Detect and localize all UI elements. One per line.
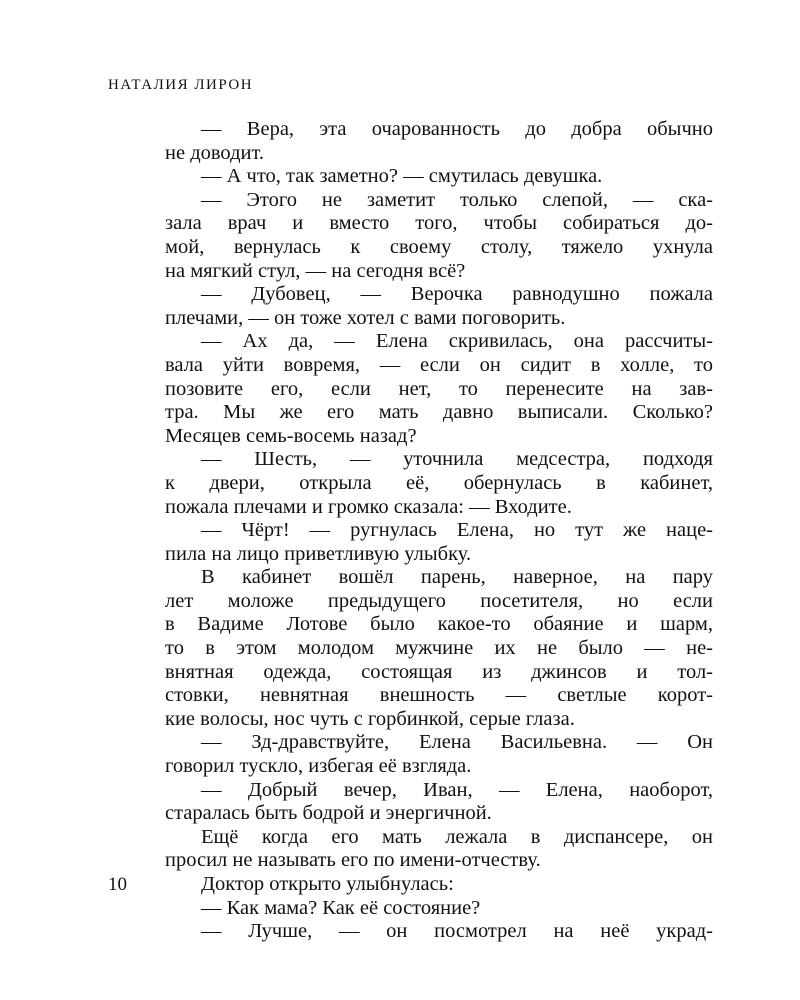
text-line: пожала плечами и громко сказала: — Входите.	[165, 495, 572, 518]
text-line: внятная одежда, состоящая из джинсов и тол-	[165, 660, 713, 683]
text-line: — Дубовец, — Верочка равнодушно пожала	[201, 283, 713, 306]
text-line: Доктор открыто улыбнулась:	[201, 873, 454, 895]
text-line: — Чёрт! — ругнулась Елена, но тут же наце-	[201, 519, 713, 542]
text-line: В кабинет вошёл парень, наверное, на пару	[201, 566, 713, 589]
text-line: то в этом молодом мужчине их не было — не-	[165, 637, 713, 660]
text-line: — Как мама? Как её состояние?	[201, 896, 481, 919]
text-line: Месяцев семь-восемь назад?	[165, 424, 417, 447]
text-line: — Ах да, — Елена скривилась, она рассчиты-	[201, 330, 713, 353]
text-line: в Вадиме Лотове было какое-то обаяние и шарм,	[165, 613, 713, 636]
text-line: позовите его, если нет, то перенесите на зав-	[165, 377, 713, 400]
text-line: — Лучше, — он посмотрел на неё украд-	[201, 920, 713, 943]
running-head: НАТАЛИЯ ЛИРОН	[108, 77, 254, 93]
text-line: вала уйти вовремя, — если он сидит в холле, то	[165, 353, 713, 376]
page-number: 10	[108, 874, 127, 895]
text-line: — Вера, эта очарованность до добра обычно	[201, 118, 713, 140]
text-line: Ещё когда его мать лежала в диспансере, он	[201, 825, 713, 848]
text-line: не доводит.	[165, 141, 265, 164]
text-line: — Добрый вечер, Иван, — Елена, наоборот,	[201, 778, 713, 801]
text-line: зала врач и вместо того, чтобы собираться до-	[165, 212, 713, 235]
text-line: на мягкий стул, — на сегодня всё?	[165, 259, 466, 282]
text-line: кие волосы, нос чуть с горбинкой, серые глаза.	[165, 707, 575, 730]
text-line: — Зд-дравствуйте, Елена Васильевна. — Он	[201, 731, 713, 754]
text-line: старалась быть бодрой и энергичной.	[165, 802, 492, 825]
text-line: — Этого не заметит только слепой, — ска-	[201, 188, 713, 211]
text-line: говорил тускло, избегая её взгляда.	[165, 755, 472, 778]
text-line: пила на лицо приветливую улыбку.	[165, 542, 472, 565]
text-line: стовки, невнятная внешность — светлые корот-	[165, 684, 713, 707]
body-text	[165, 118, 713, 944]
text-line: просил не называть его по имени-отчеству.	[165, 849, 541, 872]
text-line: к двери, открыла её, обернулась в кабинет,	[165, 471, 713, 494]
text-line: плечами, — он тоже хотел с вами поговорить.	[165, 306, 566, 329]
text-line: — А что, так заметно? — смутилась девушка.	[201, 165, 603, 188]
text-line: мой, вернулась к своему столу, тяжело ухнула	[165, 235, 713, 258]
text-line: тра. Мы же его мать давно выписали. Сколько?	[165, 401, 713, 424]
text-line: — Шесть, — уточнила медсестра, подходя	[201, 448, 713, 471]
text-line: лет моложе предыдущего посетителя, но если	[165, 589, 713, 612]
